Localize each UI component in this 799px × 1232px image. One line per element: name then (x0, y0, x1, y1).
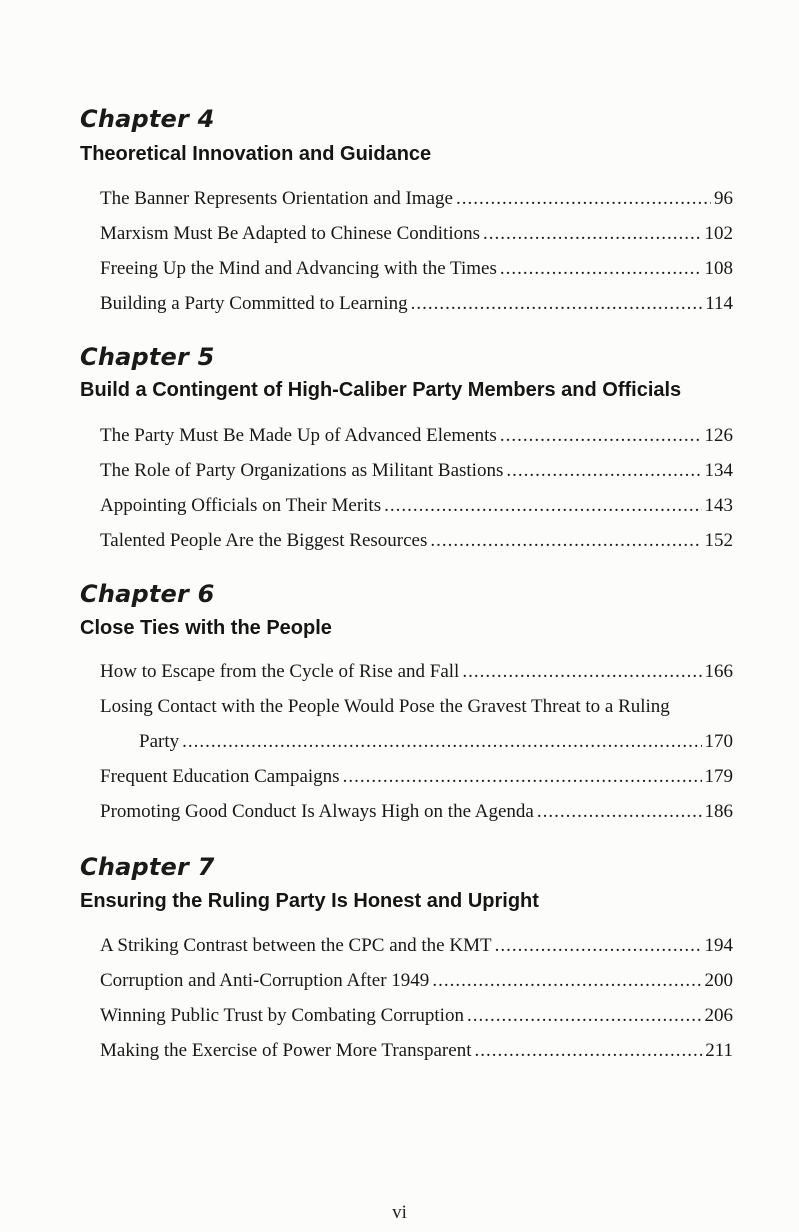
toc-entry-title: Building a Party Committed to Learning (100, 293, 408, 314)
dot-leader (500, 258, 702, 280)
dot-leader (483, 223, 702, 245)
dot-leader (495, 935, 702, 957)
toc-entry-title: Freeing Up the Mind and Advancing with the Times (100, 258, 497, 279)
chapter-4-label: Chapter 4 (80, 105, 215, 133)
toc-entry-page: 200 (704, 970, 733, 991)
chapter-4-title: Theoretical Innovation and Guidance (80, 143, 432, 165)
toc-entry-page: 194 (704, 935, 733, 956)
toc-entry[interactable] (100, 661, 733, 683)
chapter-5-label: Chapter 5 (80, 343, 215, 371)
dot-leader (506, 460, 701, 482)
page-number: vi (392, 1202, 407, 1223)
toc-entry-title-line1[interactable]: Losing Contact with the People Would Pose the Gravest Threat to a Ruling (100, 696, 670, 717)
toc-entry[interactable] (100, 425, 733, 447)
toc-entry[interactable] (100, 935, 733, 957)
toc-entry[interactable] (100, 293, 733, 315)
toc-entry[interactable] (100, 1040, 733, 1062)
toc-entry-title: Corruption and Anti-Corruption After 1949 (100, 970, 430, 991)
toc-entry-title: Winning Public Trust by Combating Corruption (100, 1005, 464, 1026)
dot-leader (474, 1040, 702, 1062)
dot-leader (430, 530, 701, 552)
toc-entry-page: 179 (704, 766, 733, 787)
dot-leader (456, 188, 711, 210)
toc-entry-page: 206 (704, 1005, 733, 1026)
dot-leader (384, 495, 701, 517)
dot-leader (182, 731, 701, 753)
chapter-7-label: Chapter 7 (80, 853, 215, 881)
toc-entry-page: 152 (704, 530, 733, 551)
toc-entry-title-line2: Party (139, 731, 180, 752)
toc-entry[interactable] (100, 223, 733, 245)
toc-entry-page: 102 (704, 223, 733, 244)
dot-leader (467, 1005, 702, 1027)
toc-entry-title: The Role of Party Organizations as Militant Bastions (100, 460, 504, 481)
toc-entry-title: How to Escape from the Cycle of Rise and Fall (100, 661, 460, 682)
toc-entry[interactable] (100, 188, 733, 210)
dot-leader (411, 293, 703, 315)
toc-entry[interactable] (100, 495, 733, 517)
toc-entry-title: Making the Exercise of Power More Transparent (100, 1040, 472, 1061)
toc-entry-title: Appointing Officials on Their Merits (100, 495, 382, 516)
toc-entry-page: 211 (705, 1040, 733, 1061)
toc-entry-page: 143 (704, 495, 733, 516)
toc-entry-page: 134 (704, 460, 733, 481)
toc-entry-title: The Banner Represents Orientation and Image (100, 188, 453, 209)
toc-entry[interactable] (100, 1005, 733, 1027)
toc-entry[interactable] (100, 258, 733, 280)
toc-entry-title: Promoting Good Conduct Is Always High on the Agenda (100, 801, 534, 822)
toc-entry[interactable] (100, 460, 733, 482)
toc-entry[interactable] (100, 970, 733, 992)
toc-entry[interactable] (100, 801, 733, 823)
chapter-6-label: Chapter 6 (80, 580, 215, 608)
dot-leader (432, 970, 701, 992)
dot-leader (462, 661, 701, 683)
toc-entry-title: Frequent Education Campaigns (100, 766, 340, 787)
chapter-7-title: Ensuring the Ruling Party Is Honest and Upright (80, 890, 539, 912)
dot-leader (500, 425, 702, 447)
toc-entry[interactable] (100, 530, 733, 552)
toc-entry-title: A Striking Contrast between the CPC and the KMT (100, 935, 492, 956)
toc-entry[interactable] (139, 731, 733, 753)
toc-entry-page: 96 (714, 188, 733, 209)
toc-entry-page: 126 (704, 425, 733, 446)
toc-entry[interactable] (100, 766, 733, 788)
toc-entry-title: Talented People Are the Biggest Resources (100, 530, 428, 551)
toc-entry-page: 108 (704, 258, 733, 279)
toc-entry-page: 166 (704, 661, 733, 682)
chapter-6-title: Close Ties with the People (80, 617, 332, 639)
toc-entry-page: 114 (705, 293, 733, 314)
chapter-5-title: Build a Contingent of High-Caliber Party Members and Officials (80, 379, 682, 401)
toc-entry-title: Marxism Must Be Adapted to Chinese Conditions (100, 223, 480, 244)
dot-leader (343, 766, 702, 788)
toc-entry-title: The Party Must Be Made Up of Advanced Elements (100, 425, 497, 446)
toc-entry-page: 170 (704, 731, 733, 752)
dot-leader (537, 801, 702, 823)
toc-entry-page: 186 (704, 801, 733, 822)
